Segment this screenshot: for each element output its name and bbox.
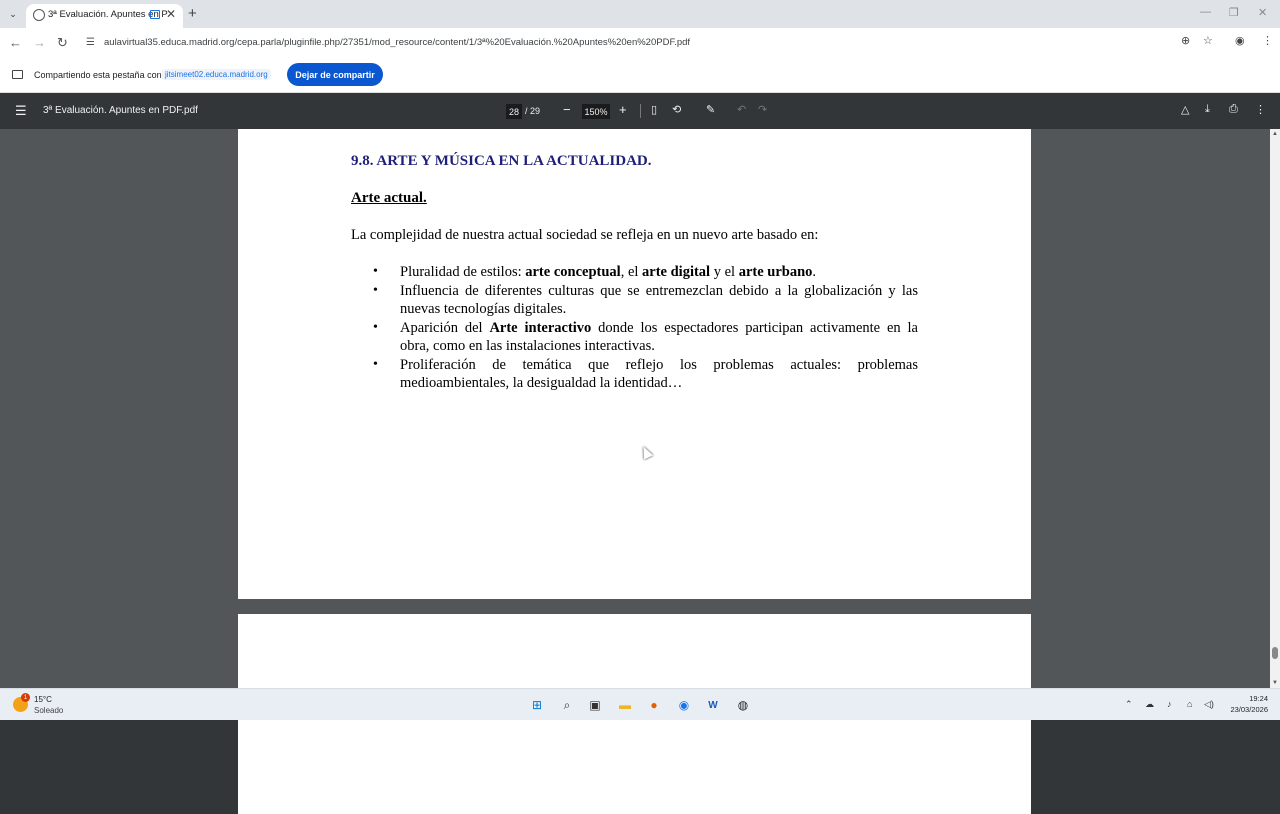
undo-icon[interactable]: ↶ bbox=[737, 104, 747, 116]
pdf-page bbox=[238, 129, 1031, 599]
bullet-item bbox=[373, 356, 918, 393]
redo-icon[interactable]: ↷ bbox=[758, 104, 768, 116]
reload-icon[interactable]: ↻ bbox=[57, 35, 68, 50]
bold-text: arte conceptual bbox=[525, 264, 621, 280]
bullet-item bbox=[373, 319, 918, 356]
start-windows-icon[interactable]: ⊞ bbox=[531, 698, 543, 712]
stop-sharing-button[interactable]: Dejar de compartir bbox=[287, 63, 383, 86]
browser-toolbar bbox=[0, 28, 1280, 58]
network-icon[interactable]: ⌂ bbox=[1187, 699, 1193, 709]
profile-icon[interactable]: ◉ bbox=[1235, 35, 1245, 47]
sharing-infobar bbox=[0, 58, 1280, 93]
print-icon[interactable]: ⎙ bbox=[1229, 103, 1238, 115]
page-number-input[interactable]: 28 bbox=[506, 104, 522, 119]
pdf-title: 3ª Evaluación. Apuntes en PDF.pdf bbox=[43, 105, 198, 116]
bookmark-star-icon[interactable]: ☆ bbox=[1203, 35, 1213, 47]
page-total: / 29 bbox=[525, 106, 541, 116]
new-tab-button[interactable]: + bbox=[188, 5, 197, 22]
text-span: . bbox=[812, 264, 817, 280]
scroll-down-icon[interactable]: ▼ bbox=[1272, 680, 1278, 686]
tray-overflow-chevron-up-icon[interactable]: ⌃ bbox=[1125, 699, 1133, 709]
microphone-icon[interactable]: ♪ bbox=[1167, 699, 1172, 709]
minimize-icon[interactable]: — bbox=[1200, 6, 1211, 18]
bullet-item bbox=[373, 263, 918, 282]
tab-title: 3ª Evaluación. Apuntes en P bbox=[48, 9, 168, 20]
tab-strip bbox=[0, 0, 1280, 28]
download-icon[interactable]: ⤓ bbox=[1205, 103, 1210, 115]
pdf-more-icon[interactable]: ⋮ bbox=[1255, 104, 1266, 116]
vertical-scrollbar[interactable] bbox=[1270, 129, 1280, 688]
text-span: Aparición del bbox=[400, 319, 490, 336]
text-span: Influencia de diferentes culturas que se entremezclan debido a la globalización y las nuevas tecnologías digitales. bbox=[400, 282, 918, 317]
tab-close-icon[interactable]: ✕ bbox=[166, 7, 177, 21]
restore-icon[interactable]: ❐ bbox=[1229, 7, 1239, 19]
zoom-out-icon[interactable]: − bbox=[563, 102, 571, 117]
file-explorer-icon[interactable]: ▬ bbox=[619, 698, 631, 712]
obs-icon[interactable]: ◍ bbox=[737, 698, 749, 712]
address-bar[interactable] bbox=[78, 31, 1226, 55]
bullet-item bbox=[373, 282, 918, 319]
section-heading: 9.8. ARTE Y MÚSICA EN LA ACTUALIDAD. bbox=[351, 153, 652, 169]
tab-sharing-icon bbox=[150, 10, 160, 19]
rotate-icon[interactable]: ⟲ bbox=[672, 104, 682, 116]
toolbar-divider bbox=[640, 104, 641, 118]
search-icon[interactable]: ⌕ bbox=[563, 697, 571, 712]
scroll-thumb[interactable] bbox=[1272, 647, 1278, 659]
section-subheading: Arte actual. bbox=[351, 190, 427, 206]
favicon-icon bbox=[33, 9, 45, 21]
back-arrow-icon[interactable]: ← bbox=[9, 35, 22, 50]
weather-temperature[interactable]: 15°C bbox=[34, 695, 52, 704]
fit-page-icon[interactable]: ▯ bbox=[651, 104, 658, 116]
cloud-icon[interactable]: ☁ bbox=[1145, 699, 1154, 709]
text-span: y el bbox=[710, 264, 739, 280]
scroll-up-icon[interactable]: ▲ bbox=[1272, 131, 1278, 137]
text-span: donde los espectadores participan activamente en la obra, como en las instalaciones interactivas. bbox=[400, 319, 918, 354]
clock-time[interactable]: 19:24 bbox=[1249, 694, 1268, 703]
word-icon[interactable]: W bbox=[708, 699, 718, 711]
zoom-in-icon[interactable]: + bbox=[619, 102, 627, 117]
tab-active[interactable] bbox=[26, 4, 183, 28]
chrome-icon[interactable]: ◉ bbox=[678, 698, 690, 712]
task-view-icon[interactable]: ▣ bbox=[589, 698, 601, 712]
tab-search-chevron-down-icon[interactable]: ⌄ bbox=[9, 8, 17, 19]
annotate-pen-icon[interactable]: ✎ bbox=[706, 104, 716, 116]
chrome-menu-icon[interactable]: ⋮ bbox=[1262, 35, 1273, 47]
clock-date[interactable]: 23/03/2026 bbox=[1230, 705, 1268, 714]
drive-save-icon[interactable]: △ bbox=[1181, 104, 1190, 116]
firefox-icon[interactable]: ● bbox=[650, 698, 658, 712]
text-span: Proliferación de temática que reflejo los problemas actuales: problemas medioambientales, la desigualdad la identidad… bbox=[400, 356, 918, 391]
text-span: Pluralidad de estilos: bbox=[400, 264, 526, 280]
bold-text: Arte interactivo bbox=[489, 319, 592, 336]
zoom-icon[interactable]: ⊕ bbox=[1181, 35, 1191, 47]
bullet-list bbox=[373, 263, 918, 393]
bold-text: arte urbano bbox=[738, 264, 813, 280]
sharing-host-link[interactable]: jitsimeet02.educa.madrid.org bbox=[162, 69, 271, 80]
url-text[interactable]: aulavirtual35.educa.madrid.org/cepa.parla/pluginfile.php/27351/mod_resource/content/1/3ª%20Evaluación.%20Apuntes%20en%20PDF.pdf bbox=[104, 37, 691, 48]
bold-text: arte digital bbox=[642, 264, 711, 280]
text-span: , el bbox=[620, 264, 643, 280]
pdf-viewer[interactable] bbox=[0, 129, 1280, 688]
pdf-menu-icon[interactable]: ☰ bbox=[15, 103, 27, 118]
sharing-text: Compartiendo esta pestaña con bbox=[34, 70, 162, 80]
volume-icon[interactable]: ◁) bbox=[1204, 699, 1214, 709]
windows-taskbar bbox=[0, 688, 1280, 720]
screen-share-icon bbox=[12, 70, 23, 79]
window-close-icon[interactable]: ✕ bbox=[1258, 7, 1268, 19]
zoom-input[interactable]: 150% bbox=[582, 104, 610, 119]
weather-condition[interactable]: Soleado bbox=[34, 706, 64, 715]
forward-arrow-icon[interactable]: → bbox=[33, 35, 46, 50]
site-info-icon[interactable]: ☰ bbox=[86, 37, 95, 48]
pdf-toolbar bbox=[0, 93, 1280, 129]
intro-paragraph: La complejidad de nuestra actual sociedad se refleja en un nuevo arte basado en: bbox=[351, 227, 819, 243]
weather-badge: 1 bbox=[21, 693, 30, 702]
